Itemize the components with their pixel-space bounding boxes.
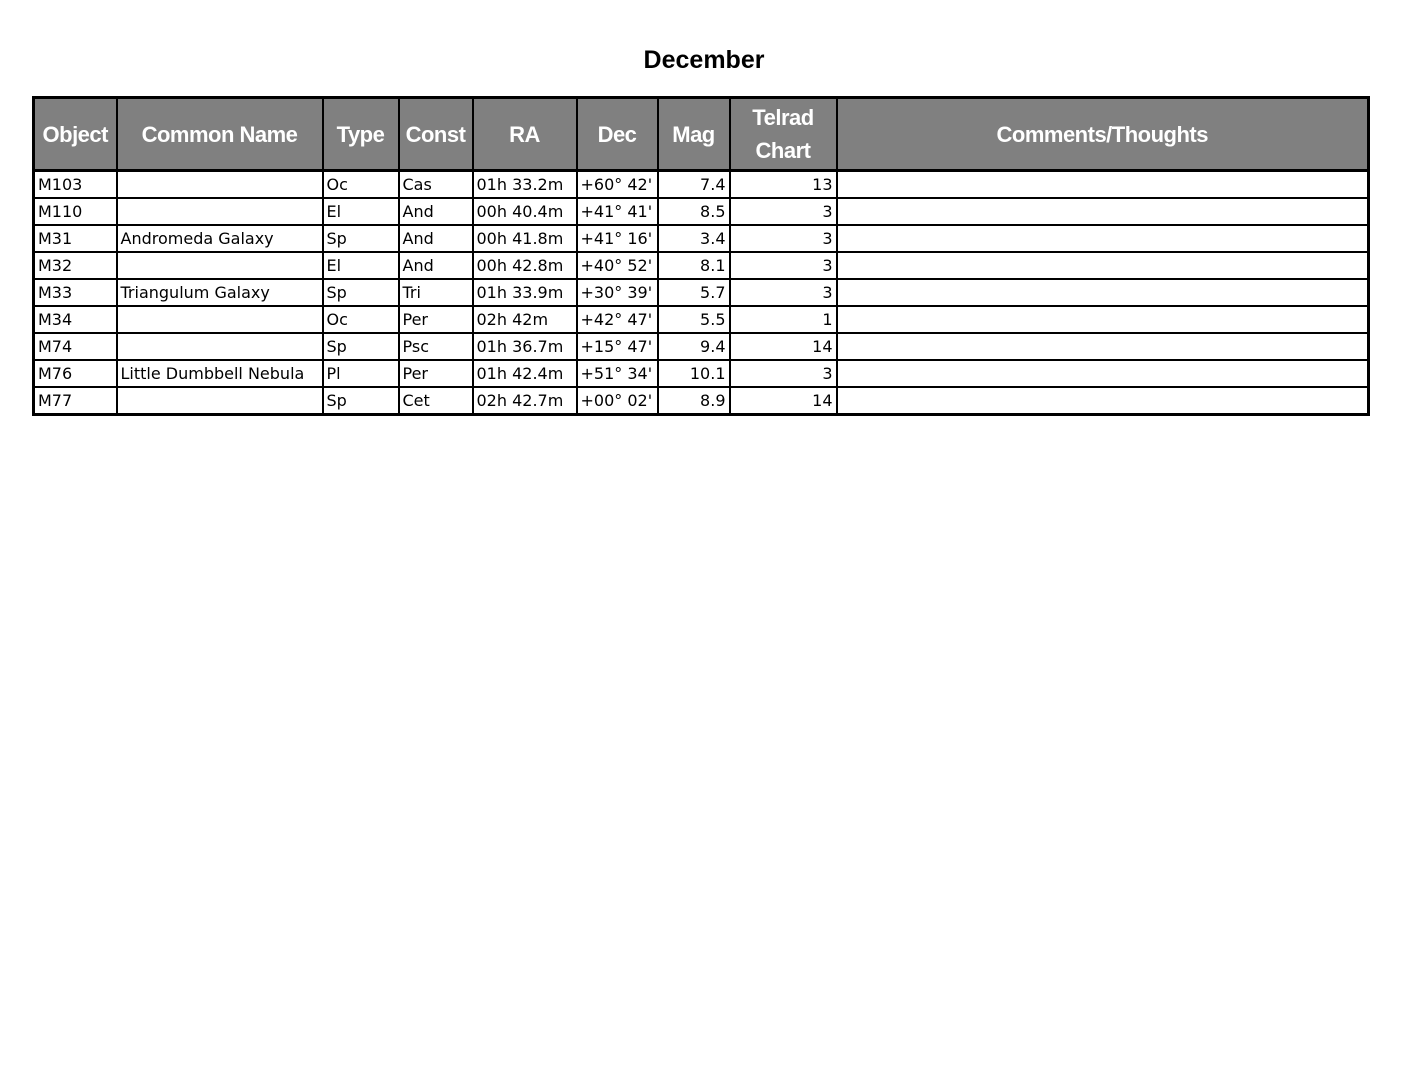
cell-telrad-chart: 14 [730,333,837,360]
cell-telrad-chart: 13 [730,171,837,199]
cell-type: Sp [323,279,399,306]
column-header-common-name: Common Name [117,98,323,171]
telrad-header-line1: Telrad [752,105,814,130]
column-header-mag: Mag [658,98,730,171]
cell-mag: 8.5 [658,198,730,225]
cell-const: Tri [399,279,473,306]
cell-comments[interactable] [837,360,1369,387]
cell-object: M32 [34,252,117,279]
cell-telrad-chart: 3 [730,225,837,252]
cell-comments[interactable] [837,279,1369,306]
table-row [34,387,1369,415]
cell-dec: +00° 02' [577,387,658,415]
cell-type: Pl [323,360,399,387]
table-row [34,306,1369,333]
cell-object: M103 [34,171,117,199]
cell-ra: 02h 42.7m [473,387,577,415]
cell-const: And [399,252,473,279]
column-header-telrad-chart [730,98,837,171]
cell-comments[interactable] [837,225,1369,252]
telrad-header-line2: Chart [755,138,811,163]
table-body [34,171,1369,415]
cell-object: M76 [34,360,117,387]
cell-comments[interactable] [837,171,1369,199]
cell-const: Cet [399,387,473,415]
cell-dec: +41° 16' [577,225,658,252]
column-header-ra: RA [473,98,577,171]
cell-const: Per [399,306,473,333]
cell-common-name: Andromeda Galaxy [117,225,323,252]
cell-object: M77 [34,387,117,415]
cell-const: And [399,225,473,252]
cell-comments[interactable] [837,252,1369,279]
cell-object: M74 [34,333,117,360]
cell-common-name [117,198,323,225]
cell-dec: +60° 42' [577,171,658,199]
cell-ra: 00h 42.8m [473,252,577,279]
cell-common-name [117,252,323,279]
cell-object: M33 [34,279,117,306]
cell-dec: +30° 39' [577,279,658,306]
cell-common-name [117,387,323,415]
cell-telrad-chart: 14 [730,387,837,415]
cell-ra: 01h 42.4m [473,360,577,387]
cell-telrad-chart: 3 [730,252,837,279]
cell-mag: 8.1 [658,252,730,279]
cell-type: Oc [323,306,399,333]
observation-table [32,96,1370,416]
cell-ra: 01h 36.7m [473,333,577,360]
cell-comments[interactable] [837,306,1369,333]
cell-ra: 01h 33.9m [473,279,577,306]
cell-telrad-chart: 3 [730,198,837,225]
cell-common-name [117,333,323,360]
cell-ra: 00h 40.4m [473,198,577,225]
cell-common-name [117,306,323,333]
cell-const: And [399,198,473,225]
column-header-comments: Comments/Thoughts [837,98,1369,171]
cell-comments[interactable] [837,333,1369,360]
cell-type: Sp [323,225,399,252]
cell-dec: +40° 52' [577,252,658,279]
cell-mag: 10.1 [658,360,730,387]
cell-common-name: Little Dumbbell Nebula [117,360,323,387]
cell-object: M110 [34,198,117,225]
cell-mag: 8.9 [658,387,730,415]
cell-telrad-chart: 3 [730,360,837,387]
cell-const: Cas [399,171,473,199]
cell-type: El [323,252,399,279]
table-row [34,333,1369,360]
cell-const: Psc [399,333,473,360]
page-title: December [643,46,765,74]
cell-object: M34 [34,306,117,333]
cell-common-name: Triangulum Galaxy [117,279,323,306]
cell-type: Sp [323,333,399,360]
table-row [34,360,1369,387]
cell-type: El [323,198,399,225]
cell-type: Sp [323,387,399,415]
cell-mag: 5.7 [658,279,730,306]
column-header-object: Object [34,98,117,171]
cell-ra: 01h 33.2m [473,171,577,199]
cell-mag: 3.4 [658,225,730,252]
table-row [34,171,1369,199]
cell-const: Per [399,360,473,387]
cell-object: M31 [34,225,117,252]
cell-mag: 7.4 [658,171,730,199]
cell-comments[interactable] [837,198,1369,225]
cell-ra: 02h 42m [473,306,577,333]
cell-common-name [117,171,323,199]
cell-telrad-chart: 1 [730,306,837,333]
cell-mag: 5.5 [658,306,730,333]
cell-telrad-chart: 3 [730,279,837,306]
table-row [34,252,1369,279]
cell-dec: +41° 41' [577,198,658,225]
cell-dec: +42° 47' [577,306,658,333]
column-header-dec: Dec [577,98,658,171]
header-row [34,98,1369,171]
table-row [34,279,1369,306]
cell-comments[interactable] [837,387,1369,415]
table-row [34,225,1369,252]
column-header-const: Const [399,98,473,171]
cell-dec: +15° 47' [577,333,658,360]
cell-type: Oc [323,171,399,199]
cell-mag: 9.4 [658,333,730,360]
table-row [34,198,1369,225]
cell-ra: 00h 41.8m [473,225,577,252]
column-header-type: Type [323,98,399,171]
cell-dec: +51° 34' [577,360,658,387]
